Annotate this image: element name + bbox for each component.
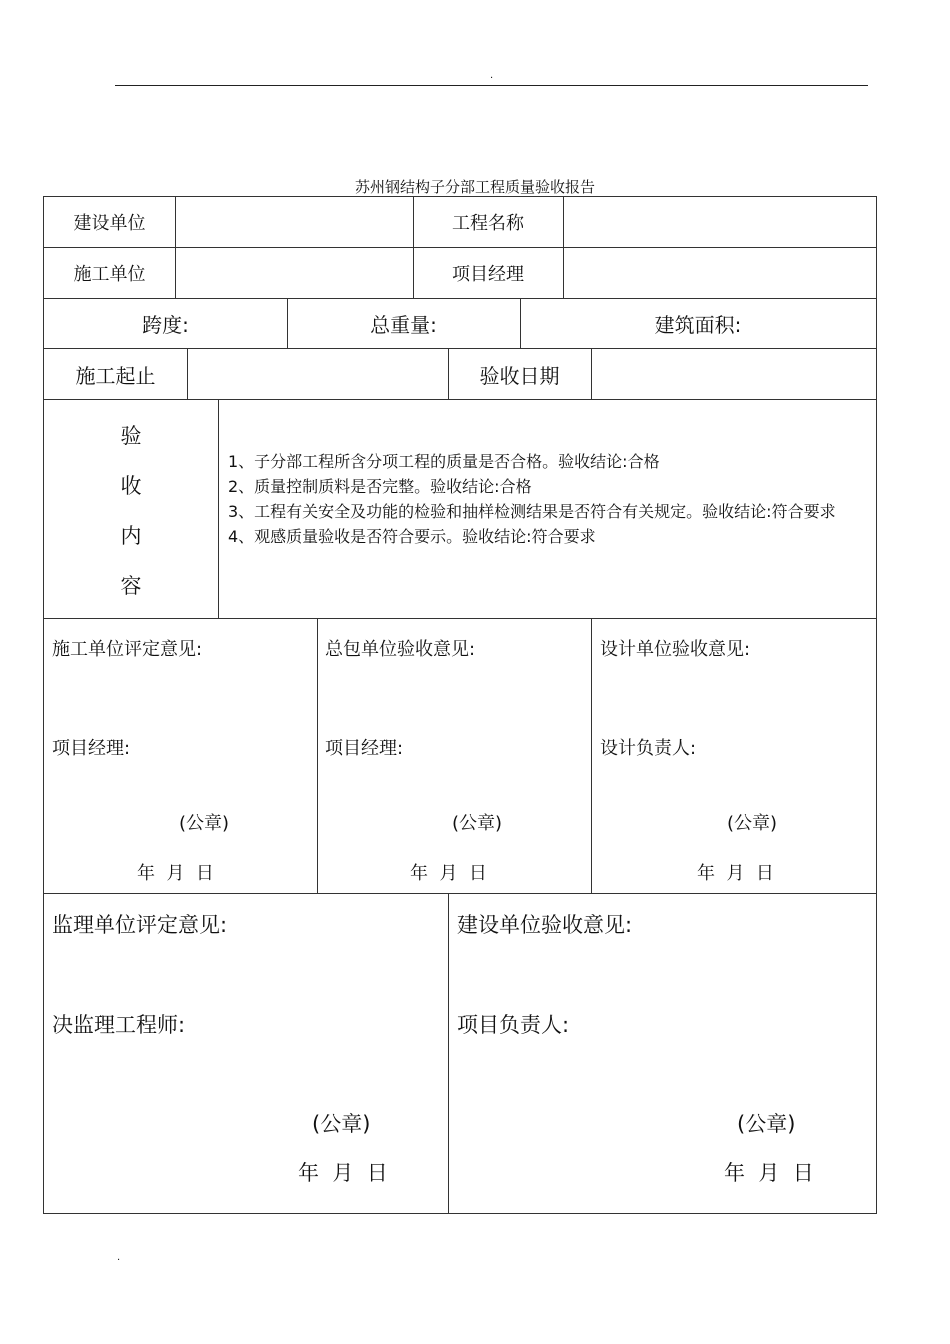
label-span: 跨度: <box>142 313 189 337</box>
supervision-date: 年 月 日 <box>298 1161 388 1185</box>
contractor-signer-label: 项目经理: <box>52 738 131 759</box>
inspection-heading-char: 收 <box>120 474 142 498</box>
field-construction-period[interactable] <box>187 349 448 399</box>
footer-dot: . <box>117 1252 121 1263</box>
field-project-manager[interactable] <box>563 248 876 298</box>
label-construction-period: 施工起止 <box>75 363 156 388</box>
general-contractor-date: 年 月 日 <box>410 863 487 884</box>
col-divider <box>218 399 219 618</box>
row-divider <box>44 893 876 894</box>
owner-signer-label: 项目负责人: <box>457 1013 570 1037</box>
owner-date: 年 月 日 <box>724 1161 814 1185</box>
inspection-item: 2、质量控制质料是否完整。验收结论:合格 <box>228 477 532 496</box>
design-signer-label: 设计负责人: <box>600 738 697 759</box>
field-project-name[interactable] <box>563 197 876 247</box>
label-total-weight: 总重量: <box>370 313 437 337</box>
supervision-signer-label: 决监理工程师: <box>52 1013 186 1037</box>
inspection-heading-char: 容 <box>120 574 142 598</box>
general-contractor-seal: (公章) <box>452 813 503 834</box>
supervision-opinion-title: 监理单位评定意见: <box>52 913 228 937</box>
label-construction-unit: 建设单位 <box>73 213 146 234</box>
general-contractor-opinion-title: 总包单位验收意见: <box>325 639 476 660</box>
general-contractor-signer-label: 项目经理: <box>325 738 404 759</box>
header-dot: . <box>490 70 494 81</box>
inspection-item: 1、子分部工程所含分项工程的质量是否合格。验收结论:合格 <box>228 452 660 471</box>
col-divider <box>591 618 592 893</box>
owner-seal: (公章) <box>737 1112 796 1136</box>
field-acceptance-date[interactable] <box>591 349 876 399</box>
col-divider <box>317 618 318 893</box>
contractor-date: 年 月 日 <box>137 863 214 884</box>
contractor-opinion-title: 施工单位评定意见: <box>52 639 203 660</box>
inspection-item: 3、工程有关安全及功能的检验和抽样检测结果是否符合有关规定。验收结论:符合要求 <box>228 502 836 521</box>
acceptance-form-table <box>43 196 877 1214</box>
inspection-heading-char: 验 <box>120 424 142 448</box>
supervision-seal: (公章) <box>312 1112 371 1136</box>
owner-opinion-title: 建设单位验收意见: <box>457 913 633 937</box>
label-building-area: 建筑面积: <box>654 313 742 337</box>
field-construction-unit[interactable] <box>175 197 413 247</box>
inspection-heading-char: 内 <box>120 524 142 548</box>
inspection-item: 4、观感质量验收是否符合要示。验收结论:符合要求 <box>228 527 596 546</box>
inspection-items <box>228 449 836 549</box>
field-contractor-unit[interactable] <box>175 248 413 298</box>
col-divider <box>448 893 449 1213</box>
design-seal: (公章) <box>727 813 778 834</box>
label-project-name: 工程名称 <box>452 213 524 234</box>
label-acceptance-date: 验收日期 <box>479 363 560 388</box>
design-opinion-title: 设计单位验收意见: <box>600 639 751 660</box>
contractor-seal: (公章) <box>179 813 230 834</box>
row-divider <box>44 399 876 400</box>
label-contractor-unit: 施工单位 <box>73 264 146 285</box>
design-date: 年 月 日 <box>697 863 774 884</box>
header-rule <box>115 85 868 86</box>
label-project-manager: 项目经理 <box>452 264 524 285</box>
row-divider <box>44 618 876 619</box>
document-title: 苏州钢结构子分部工程质量验收报告 <box>354 178 595 196</box>
